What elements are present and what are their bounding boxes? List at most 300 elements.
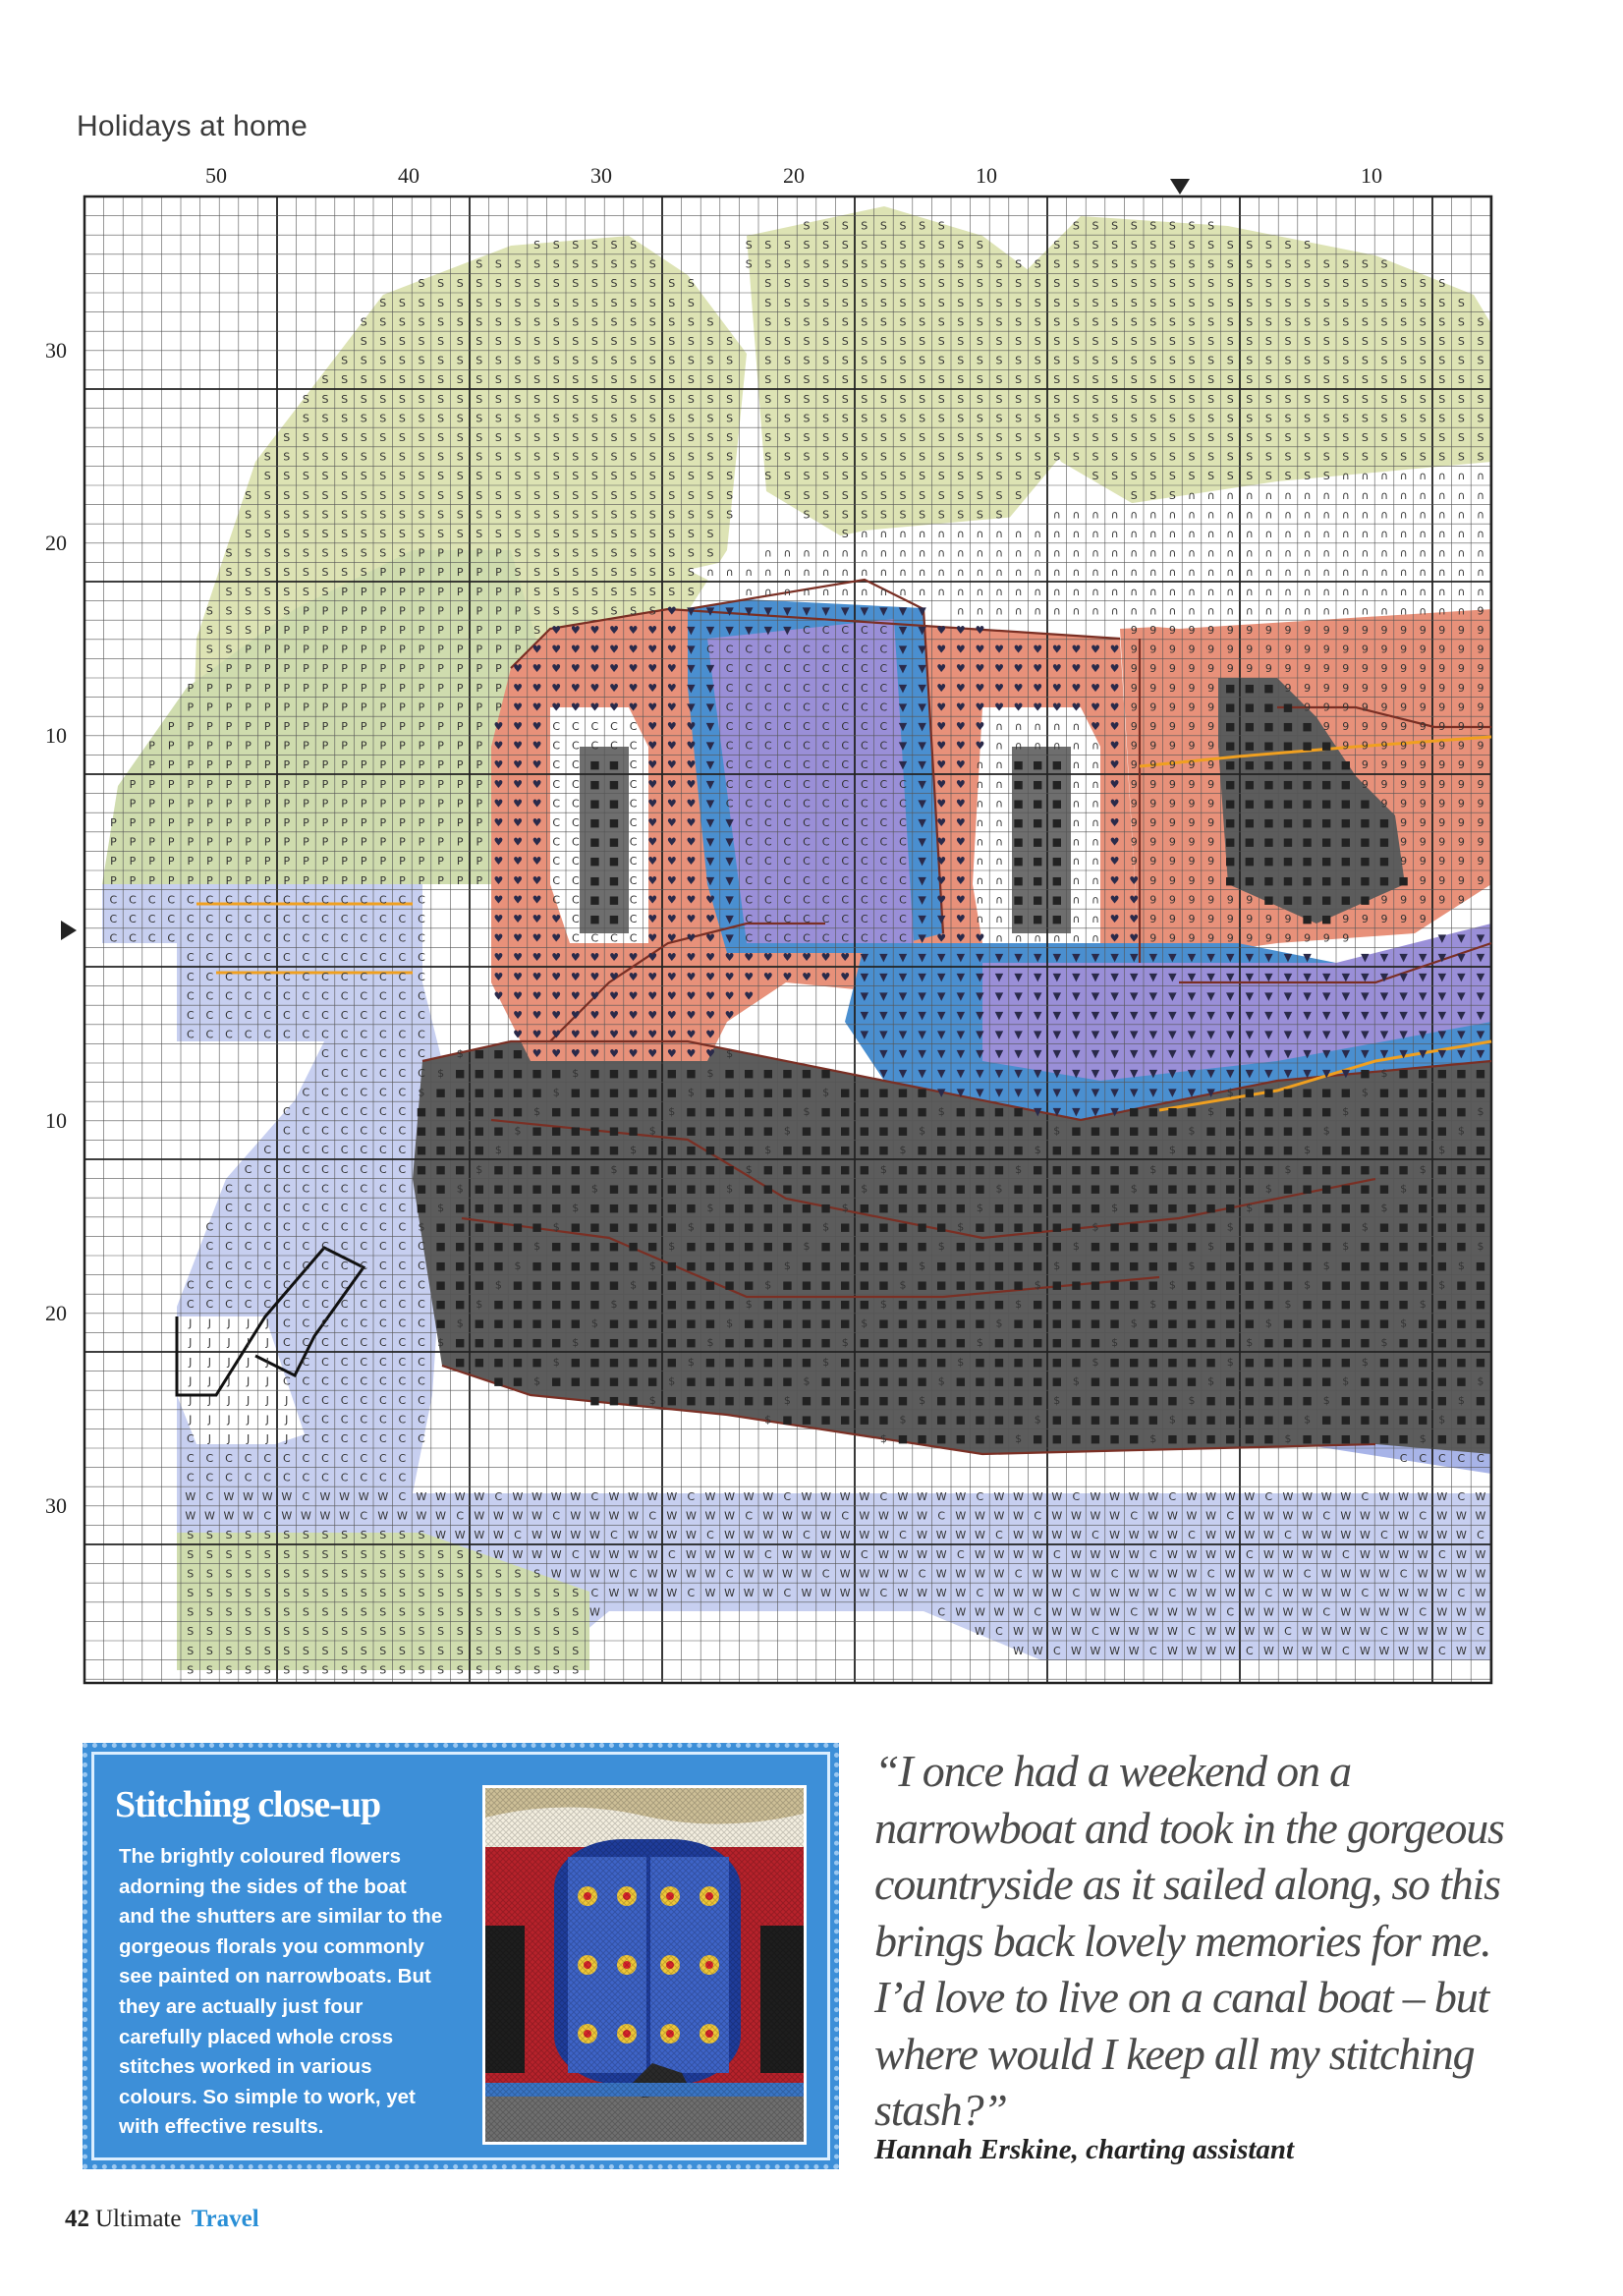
- svg-text:C: C: [148, 932, 156, 945]
- svg-text:W: W: [1340, 1529, 1351, 1541]
- svg-text:W: W: [1147, 1567, 1158, 1580]
- svg-text:∩: ∩: [1477, 528, 1484, 540]
- svg-text:C: C: [245, 932, 252, 945]
- svg-text:S: S: [957, 239, 964, 252]
- svg-text:S: S: [1323, 470, 1330, 482]
- svg-text:■: ■: [532, 1125, 541, 1138]
- svg-text:P: P: [476, 586, 482, 598]
- svg-text:▼: ▼: [1399, 1009, 1408, 1022]
- svg-text:■: ■: [1321, 1356, 1331, 1369]
- svg-text:■: ■: [667, 1163, 677, 1176]
- svg-text:9: 9: [1438, 893, 1445, 906]
- svg-text:9: 9: [1420, 855, 1427, 868]
- svg-text:S: S: [591, 586, 598, 598]
- svg-text:▼: ▼: [1053, 1029, 1062, 1041]
- svg-text:S: S: [707, 393, 714, 406]
- svg-text:▼: ▼: [879, 1047, 888, 1060]
- svg-text:W: W: [1109, 1510, 1120, 1523]
- svg-text:W: W: [878, 1510, 889, 1523]
- svg-text:♥: ♥: [936, 797, 946, 810]
- svg-text:S: S: [1285, 277, 1292, 290]
- svg-text:■: ■: [475, 1202, 484, 1214]
- svg-text:P: P: [187, 797, 194, 810]
- svg-text:S: S: [1342, 258, 1349, 271]
- svg-text:S: S: [1131, 239, 1138, 252]
- svg-text:S: S: [1478, 315, 1484, 328]
- svg-text:S: S: [379, 315, 386, 328]
- svg-text:▼: ▼: [1322, 1009, 1331, 1022]
- svg-text:S: S: [515, 508, 522, 521]
- svg-text:∩: ∩: [957, 528, 965, 540]
- svg-text:♥: ♥: [744, 989, 754, 1002]
- svg-text:♥: ♥: [667, 855, 677, 868]
- svg-text:P: P: [495, 604, 502, 617]
- svg-text:P: P: [130, 855, 137, 868]
- svg-text:S: S: [419, 1548, 425, 1561]
- svg-text:S: S: [707, 315, 714, 328]
- svg-text:♥: ♥: [936, 778, 946, 791]
- svg-text:C: C: [1015, 1567, 1023, 1580]
- svg-text:■: ■: [1052, 1278, 1062, 1291]
- svg-text:W: W: [1205, 1625, 1216, 1638]
- svg-text:S: S: [187, 1548, 194, 1561]
- svg-text:S: S: [900, 315, 907, 328]
- svg-text:♥: ♥: [513, 855, 523, 868]
- svg-text:S: S: [437, 431, 444, 444]
- svg-text:■: ■: [1398, 1163, 1408, 1176]
- svg-text:■: ■: [589, 1067, 599, 1080]
- svg-text:■: ■: [1283, 816, 1293, 829]
- svg-text:∩: ∩: [899, 586, 907, 598]
- svg-text:P: P: [226, 797, 233, 810]
- svg-text:S: S: [938, 489, 945, 502]
- svg-text:S: S: [495, 373, 502, 386]
- svg-text:■: ■: [571, 1105, 581, 1118]
- svg-text:S: S: [688, 431, 695, 444]
- svg-text:S: S: [784, 355, 791, 367]
- svg-text:♥: ♥: [493, 893, 503, 906]
- svg-text:■: ■: [1456, 1278, 1466, 1291]
- svg-text:▼: ▼: [1188, 1029, 1197, 1041]
- svg-text:▼: ▼: [687, 624, 696, 637]
- svg-text:■: ■: [667, 1278, 677, 1291]
- svg-text:W: W: [1398, 1645, 1409, 1657]
- svg-text:■: ■: [1302, 1125, 1312, 1138]
- svg-text:■: ■: [936, 1298, 946, 1311]
- svg-text:∩: ∩: [745, 566, 753, 579]
- svg-text:∩: ∩: [1091, 586, 1099, 598]
- svg-text:■: ■: [1225, 1105, 1235, 1118]
- svg-text:C: C: [399, 1336, 407, 1349]
- svg-text:C: C: [167, 932, 175, 945]
- svg-text:J: J: [207, 1432, 211, 1445]
- svg-text:■: ■: [1033, 1432, 1042, 1445]
- svg-text:∩: ∩: [1284, 566, 1292, 579]
- svg-text:W: W: [1071, 1645, 1082, 1657]
- svg-text:■: ■: [1033, 1298, 1042, 1311]
- svg-text:S: S: [1304, 355, 1311, 367]
- svg-text:■: ■: [898, 1125, 908, 1138]
- svg-text:S: S: [515, 489, 522, 502]
- svg-text:■: ■: [532, 1144, 541, 1156]
- svg-text:$: $: [784, 1260, 791, 1272]
- svg-text:S: S: [784, 335, 791, 348]
- svg-text:P: P: [264, 836, 271, 849]
- svg-text:S: S: [361, 1529, 367, 1541]
- svg-text:C: C: [399, 1086, 407, 1098]
- svg-text:▼: ▼: [976, 1047, 984, 1060]
- svg-text:∩: ∩: [1400, 470, 1408, 482]
- svg-text:S: S: [630, 393, 637, 406]
- svg-text:$: $: [1478, 1374, 1484, 1387]
- svg-text:9: 9: [1131, 700, 1138, 713]
- svg-text:S: S: [880, 335, 887, 348]
- svg-text:▼: ▼: [1110, 971, 1119, 983]
- svg-text:S: S: [1111, 451, 1118, 464]
- svg-text:■: ■: [744, 1221, 754, 1234]
- svg-text:S: S: [822, 315, 829, 328]
- svg-text:W: W: [744, 1529, 755, 1541]
- svg-text:▼: ▼: [1110, 1029, 1119, 1041]
- svg-text:C: C: [630, 816, 638, 829]
- svg-text:■: ■: [724, 1202, 734, 1214]
- svg-text:S: S: [822, 451, 829, 464]
- svg-text:▼: ▼: [1149, 951, 1158, 964]
- svg-text:∩: ∩: [995, 604, 1003, 617]
- svg-text:W: W: [339, 1510, 350, 1523]
- svg-text:S: S: [630, 431, 637, 444]
- svg-text:S: S: [361, 1645, 367, 1657]
- svg-text:■: ■: [1379, 1163, 1389, 1176]
- svg-text:♥: ♥: [513, 700, 523, 713]
- svg-text:S: S: [283, 528, 290, 540]
- svg-text:W: W: [1109, 1645, 1120, 1657]
- svg-text:W: W: [1071, 1510, 1082, 1523]
- svg-text:W: W: [975, 1606, 985, 1619]
- svg-text:9: 9: [1420, 874, 1427, 887]
- svg-text:▼: ▼: [1130, 1009, 1139, 1022]
- svg-text:♥: ♥: [667, 893, 677, 906]
- svg-text:■: ■: [878, 1336, 888, 1349]
- svg-text:■: ■: [1283, 1202, 1293, 1214]
- svg-text:■: ■: [763, 1182, 773, 1195]
- svg-text:W: W: [1340, 1606, 1351, 1619]
- svg-text:■: ■: [1129, 1356, 1139, 1369]
- svg-text:W: W: [1051, 1510, 1062, 1523]
- svg-text:■: ■: [802, 1202, 812, 1214]
- svg-text:P: P: [283, 778, 290, 791]
- svg-text:S: S: [572, 547, 579, 560]
- svg-text:■: ■: [878, 1182, 888, 1195]
- svg-text:■: ■: [917, 1278, 926, 1291]
- svg-text:C: C: [630, 855, 638, 868]
- svg-text:■: ■: [1225, 1202, 1235, 1214]
- svg-text:P: P: [206, 797, 213, 810]
- svg-text:■: ■: [802, 1086, 812, 1098]
- svg-text:■: ■: [1418, 1067, 1427, 1080]
- svg-text:■: ■: [1205, 1144, 1215, 1156]
- svg-text:■: ■: [1360, 1414, 1370, 1427]
- svg-text:C: C: [399, 1452, 407, 1465]
- svg-text:W: W: [1071, 1606, 1082, 1619]
- svg-text:♥: ♥: [532, 1029, 542, 1041]
- svg-text:S: S: [1227, 451, 1234, 464]
- svg-text:J: J: [207, 1356, 211, 1369]
- svg-text:■: ■: [1225, 740, 1235, 753]
- svg-text:C: C: [764, 913, 772, 925]
- svg-text:$: $: [1420, 1432, 1427, 1445]
- svg-text:S: S: [668, 547, 675, 560]
- svg-text:9: 9: [1189, 816, 1196, 829]
- svg-text:■: ■: [513, 1144, 523, 1156]
- svg-text:S: S: [1169, 373, 1176, 386]
- svg-text:C: C: [360, 932, 367, 945]
- svg-text:S: S: [553, 470, 560, 482]
- svg-text:■: ■: [513, 1067, 523, 1080]
- svg-text:C: C: [321, 1432, 329, 1445]
- svg-text:W: W: [1398, 1490, 1409, 1503]
- svg-text:▼: ▼: [918, 1029, 926, 1041]
- svg-text:■: ■: [1148, 1240, 1158, 1253]
- svg-text:▼: ▼: [918, 951, 926, 964]
- svg-text:S: S: [1169, 297, 1176, 309]
- svg-text:∩: ∩: [1015, 720, 1023, 733]
- svg-text:C: C: [206, 1029, 214, 1041]
- svg-text:■: ■: [628, 1221, 638, 1234]
- svg-text:$: $: [1169, 1278, 1176, 1291]
- svg-text:C: C: [784, 816, 792, 829]
- svg-text:W: W: [686, 1510, 697, 1523]
- svg-text:■: ■: [493, 1067, 503, 1080]
- svg-text:S: S: [419, 1663, 425, 1676]
- svg-text:S: S: [822, 431, 829, 444]
- svg-text:W: W: [1109, 1529, 1120, 1541]
- svg-text:■: ■: [1456, 1317, 1466, 1330]
- svg-text:♥: ♥: [532, 720, 542, 733]
- svg-text:W: W: [1033, 1529, 1043, 1541]
- svg-text:S: S: [379, 1529, 386, 1541]
- svg-text:■: ■: [1321, 1432, 1331, 1445]
- svg-text:$: $: [553, 1221, 560, 1234]
- svg-text:■: ■: [975, 1414, 984, 1427]
- svg-text:P: P: [379, 836, 386, 849]
- svg-text:▼: ▼: [1053, 1086, 1062, 1098]
- svg-text:♥: ♥: [667, 951, 677, 964]
- svg-text:P: P: [437, 740, 444, 753]
- svg-text:■: ■: [628, 1298, 638, 1311]
- svg-text:♥: ♥: [571, 644, 581, 656]
- svg-text:S: S: [1073, 258, 1080, 271]
- svg-text:P: P: [206, 816, 213, 829]
- svg-text:■: ■: [667, 1336, 677, 1349]
- svg-text:P: P: [476, 662, 482, 675]
- svg-text:■: ■: [1033, 1336, 1042, 1349]
- svg-text:S: S: [572, 1663, 579, 1676]
- svg-text:■: ■: [994, 1221, 1004, 1234]
- svg-text:■: ■: [994, 1356, 1004, 1369]
- svg-text:$: $: [437, 1336, 444, 1349]
- svg-text:■: ■: [571, 1278, 581, 1291]
- svg-text:P: P: [148, 758, 155, 771]
- svg-text:■: ■: [475, 1260, 484, 1272]
- svg-text:■: ■: [647, 1317, 657, 1330]
- svg-text:P: P: [341, 874, 348, 887]
- svg-text:S: S: [1053, 239, 1060, 252]
- svg-text:■: ■: [878, 1240, 888, 1253]
- svg-text:P: P: [226, 874, 233, 887]
- svg-text:♥: ♥: [686, 989, 696, 1002]
- svg-text:W: W: [185, 1490, 196, 1503]
- svg-text:P: P: [283, 797, 290, 810]
- svg-text:S: S: [842, 508, 849, 521]
- svg-text:▼: ▼: [1034, 1029, 1042, 1041]
- svg-text:♥: ♥: [571, 662, 581, 675]
- svg-text:▼: ▼: [1188, 1047, 1197, 1060]
- svg-text:S: S: [1246, 431, 1253, 444]
- svg-text:W: W: [1205, 1548, 1216, 1561]
- svg-text:W: W: [1129, 1567, 1140, 1580]
- svg-text:S: S: [1400, 355, 1407, 367]
- svg-text:$: $: [1073, 1374, 1080, 1387]
- svg-text:S: S: [264, 566, 271, 579]
- svg-text:S: S: [515, 1587, 522, 1599]
- svg-text:♥: ♥: [821, 971, 831, 983]
- svg-text:$: $: [668, 1240, 675, 1253]
- svg-text:■: ■: [1283, 700, 1293, 713]
- svg-text:■: ■: [1013, 816, 1023, 829]
- svg-text:■: ■: [513, 1336, 523, 1349]
- svg-text:C: C: [861, 836, 868, 849]
- svg-text:■: ■: [513, 1047, 523, 1060]
- svg-text:C: C: [880, 758, 888, 771]
- svg-text:C: C: [1169, 1587, 1177, 1599]
- svg-text:S: S: [611, 586, 618, 598]
- svg-text:■: ■: [628, 1394, 638, 1407]
- svg-text:9: 9: [1149, 797, 1156, 810]
- svg-text:■: ■: [1398, 1221, 1408, 1234]
- svg-text:S: S: [1015, 258, 1022, 271]
- svg-text:P: P: [168, 836, 175, 849]
- svg-text:J: J: [265, 1394, 269, 1407]
- svg-text:P: P: [399, 758, 406, 771]
- svg-text:∩: ∩: [995, 758, 1003, 771]
- svg-text:S: S: [1111, 297, 1118, 309]
- svg-text:S: S: [1458, 412, 1465, 424]
- svg-text:♥: ♥: [667, 1009, 677, 1022]
- svg-text:P: P: [399, 700, 406, 713]
- svg-text:S: S: [1265, 258, 1272, 271]
- svg-text:$: $: [938, 1240, 945, 1253]
- svg-text:P: P: [495, 644, 502, 656]
- svg-text:♥: ♥: [686, 1029, 696, 1041]
- svg-text:■: ■: [513, 1317, 523, 1330]
- svg-text:P: P: [130, 778, 137, 791]
- svg-text:S: S: [649, 335, 656, 348]
- svg-text:P: P: [187, 816, 194, 829]
- svg-text:S: S: [1362, 412, 1369, 424]
- svg-text:P: P: [379, 682, 386, 695]
- svg-text:S: S: [322, 373, 329, 386]
- svg-text:■: ■: [956, 1144, 966, 1156]
- svg-text:C: C: [1246, 1645, 1254, 1657]
- svg-text:■: ■: [1398, 1240, 1408, 1253]
- svg-text:S: S: [476, 1645, 482, 1657]
- svg-text:C: C: [841, 797, 849, 810]
- svg-text:■: ■: [551, 1125, 561, 1138]
- svg-text:■: ■: [1052, 1182, 1062, 1195]
- svg-text:■: ■: [1341, 1394, 1351, 1407]
- svg-text:∩: ∩: [1072, 816, 1080, 829]
- svg-text:P: P: [361, 778, 367, 791]
- svg-text:S: S: [1458, 393, 1465, 406]
- svg-text:S: S: [515, 1606, 522, 1619]
- svg-text:■: ■: [898, 1394, 908, 1407]
- svg-text:∩: ∩: [1438, 586, 1446, 598]
- svg-text:▼: ▼: [1284, 1009, 1293, 1022]
- svg-text:S: S: [187, 1663, 194, 1676]
- svg-text:C: C: [283, 932, 291, 945]
- svg-text:S: S: [1227, 277, 1234, 290]
- svg-text:∩: ∩: [1130, 508, 1138, 521]
- svg-text:■: ■: [1205, 1125, 1215, 1138]
- svg-text:W: W: [1302, 1625, 1313, 1638]
- svg-text:W: W: [301, 1510, 311, 1523]
- svg-text:∩: ∩: [822, 566, 830, 579]
- svg-text:S: S: [1323, 412, 1330, 424]
- svg-text:S: S: [553, 528, 560, 540]
- svg-text:S: S: [245, 1567, 252, 1580]
- svg-text:S: S: [1227, 258, 1234, 271]
- svg-text:■: ■: [1263, 1432, 1273, 1445]
- svg-text:W: W: [1225, 1548, 1236, 1561]
- svg-text:S: S: [707, 508, 714, 521]
- svg-text:C: C: [745, 700, 753, 713]
- svg-text:9: 9: [1169, 797, 1176, 810]
- svg-text:■: ■: [686, 1182, 696, 1195]
- svg-text:$: $: [764, 1278, 771, 1291]
- svg-text:S: S: [476, 1567, 482, 1580]
- svg-text:■: ■: [1052, 1240, 1062, 1253]
- svg-text:9: 9: [1189, 682, 1196, 695]
- svg-text:W: W: [1033, 1567, 1043, 1580]
- svg-text:S: S: [264, 547, 271, 560]
- svg-text:■: ■: [589, 1394, 599, 1407]
- svg-text:S: S: [611, 355, 618, 367]
- svg-text:♥: ♥: [493, 913, 503, 925]
- svg-text:C: C: [360, 1067, 367, 1080]
- svg-text:9: 9: [1362, 624, 1369, 637]
- svg-text:∩: ∩: [1111, 528, 1119, 540]
- svg-text:■: ■: [475, 1125, 484, 1138]
- svg-text:C: C: [1342, 1645, 1350, 1657]
- svg-text:W: W: [320, 1490, 331, 1503]
- svg-text:■: ■: [686, 1105, 696, 1118]
- svg-text:♥: ♥: [1110, 913, 1120, 925]
- svg-text:■: ■: [1071, 1356, 1081, 1369]
- svg-text:S: S: [419, 470, 425, 482]
- svg-text:S: S: [572, 1587, 579, 1599]
- svg-text:■: ■: [1263, 720, 1273, 733]
- svg-text:W: W: [397, 1510, 408, 1523]
- svg-text:■: ■: [1437, 1182, 1447, 1195]
- svg-text:▼: ▼: [687, 644, 696, 656]
- svg-text:P: P: [476, 547, 482, 560]
- svg-text:∩: ∩: [1072, 586, 1080, 598]
- svg-text:■: ■: [589, 1086, 599, 1098]
- svg-text:S: S: [611, 451, 618, 464]
- svg-text:■: ■: [1398, 1374, 1408, 1387]
- svg-text:■: ■: [532, 1356, 541, 1369]
